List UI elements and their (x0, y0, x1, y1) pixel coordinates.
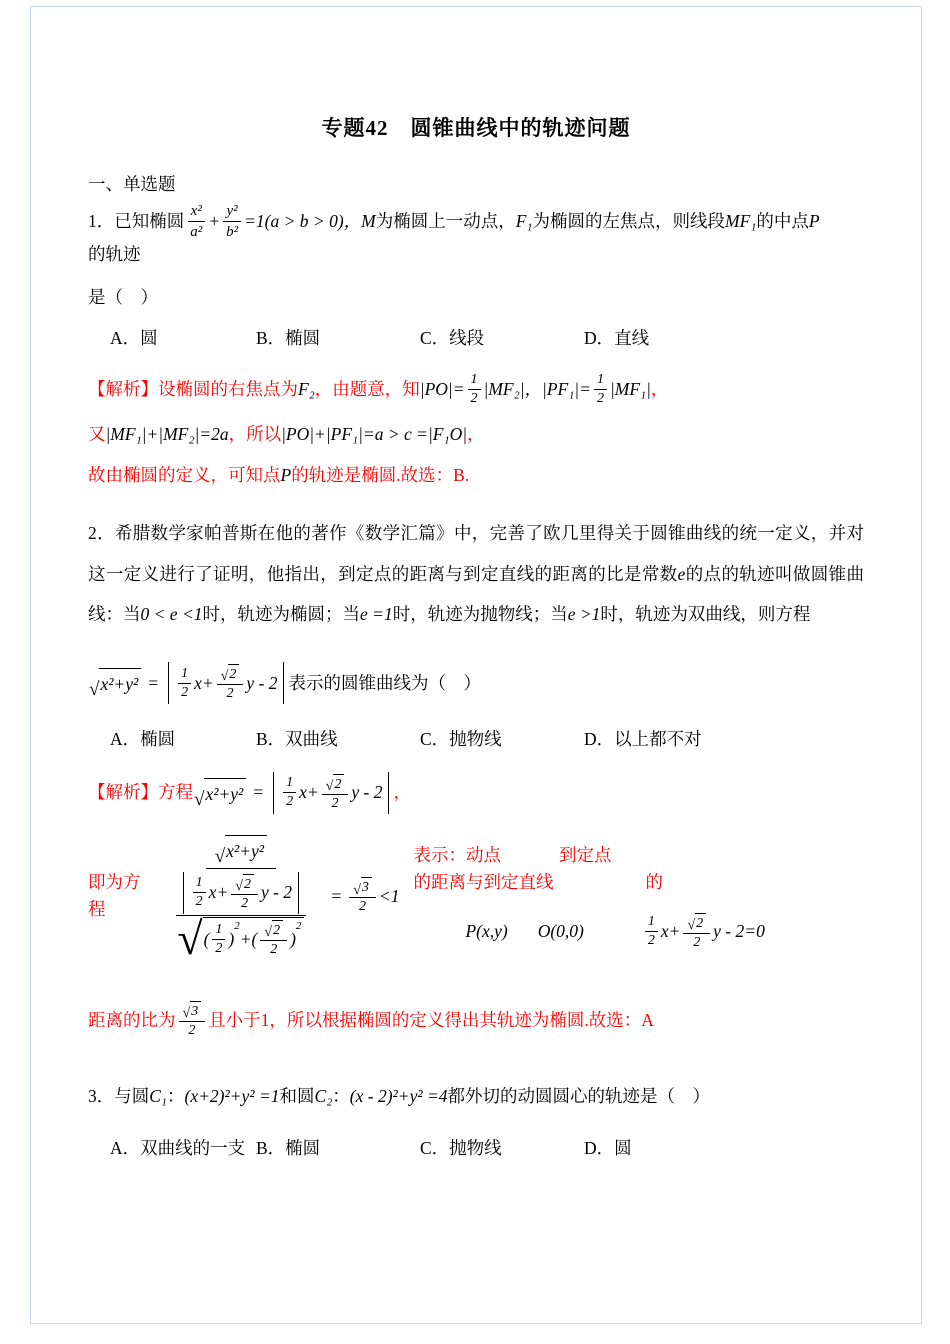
math-token: y - 2 (351, 782, 383, 803)
solution-text: 且小于1，所以根据椭圆的定义得出其轨迹为椭圆.故选：A (208, 1009, 654, 1030)
radical-sign: √ (687, 917, 696, 933)
radical-sign: √ (325, 778, 334, 794)
sqrt-x2-y2 (89, 668, 141, 701)
math-token: y - 2 (260, 882, 293, 903)
fraction-sqrt3-over-2 (179, 1001, 206, 1039)
option-a: A．椭圆 (110, 729, 176, 750)
q1-text: 是（ ） (88, 286, 158, 307)
math-token: |MF₁|+|MF₂|=2a (105, 424, 229, 445)
q2-text: 时，轨迹为椭圆；当 (202, 603, 361, 624)
fraction-x2-a2 (187, 202, 205, 241)
solution-text: ，由题意，知 (314, 379, 420, 400)
fraction-sqrt2-over-2 (322, 774, 349, 812)
fraction-denominator: 2 (270, 942, 278, 958)
fraction-numerator: 1 (468, 372, 481, 390)
math-token: =0 (744, 921, 765, 942)
line-equation (642, 913, 765, 951)
option-c: C．抛物线 (420, 1137, 502, 1158)
fraction-numerator: 1 (178, 666, 191, 684)
solution-text: ， (467, 424, 485, 445)
math-token: |MF₁| (609, 379, 651, 400)
q2-text: 时，轨迹为双曲线，则方程 (600, 603, 811, 624)
math-token: e (677, 563, 686, 584)
radical-sign: √ (182, 1006, 191, 1022)
fraction-numerator (179, 1001, 206, 1022)
math-token: P (280, 465, 292, 486)
description-math-line (413, 913, 864, 951)
sqrt-of-sum-of-squares (177, 913, 304, 965)
q2-solution-line-1 (88, 772, 864, 814)
question-1-stem-2 (88, 284, 864, 311)
plus-sign: + (239, 928, 252, 949)
radical-sign: √ (214, 845, 226, 867)
option-b: B．椭圆 (256, 327, 321, 348)
section-heading: 一、单选题 (88, 173, 176, 194)
fraction-one-half (645, 914, 658, 949)
fraction-one-half (212, 922, 225, 957)
solution-text: 又 (88, 424, 106, 445)
fraction-sqrt2-over-2 (260, 920, 287, 958)
radical-sign: √ (264, 925, 273, 941)
radicand: x²+y² (99, 668, 141, 698)
radical-sign: √ (89, 679, 100, 701)
math-token: y - 2 (246, 672, 278, 693)
fraction-numerator (349, 877, 376, 898)
big-nested-fraction (162, 832, 319, 965)
math-token: y - 2 (713, 921, 745, 942)
radical-sign: √ (194, 788, 205, 810)
math-token: C₂ (314, 1086, 333, 1107)
math-token: |PO|+|PF₁|=a > c =|F₁O| (281, 424, 468, 445)
equals-sign: = (330, 885, 343, 906)
radicand: 2 (272, 920, 283, 939)
q1-text: 为椭圆的左焦点，则线段 (532, 210, 726, 231)
sqrt-x2-y2 (194, 778, 246, 808)
paren: ) (290, 928, 296, 949)
math-token: x+ (660, 921, 681, 942)
fraction-denominator: 2 (596, 391, 604, 407)
fraction-numerator (231, 874, 258, 895)
fraction-numerator (176, 872, 306, 916)
q3-text: ： (332, 1086, 350, 1107)
solution-text: 距离的比为 (88, 1009, 176, 1030)
solution-text: 即为方程 (88, 872, 141, 920)
fraction-numerator: 1 (193, 875, 206, 893)
q2-text: 的点的轨迹叫做圆锥曲线：当 (88, 563, 864, 624)
fraction-numerator: 1 (594, 372, 607, 390)
fraction-numerator: y² (223, 202, 240, 222)
fraction-denominator (162, 869, 319, 965)
fraction-one-half (468, 372, 481, 407)
radicand (203, 917, 305, 958)
q1-text: 为椭圆上一动点， (375, 210, 516, 231)
exponent: 2 (295, 920, 302, 933)
radicand: x²+y² (204, 778, 246, 808)
fraction-denominator: 2 (470, 391, 478, 407)
paren: ( (203, 928, 210, 949)
q1-solution-line-3 (88, 462, 864, 489)
sqrt-x2-y2 (215, 835, 267, 865)
fraction-denominator: 2 (647, 933, 655, 949)
math-token: |MF₂|， (483, 379, 543, 400)
solution-text: 【解析】设椭圆的右焦点为 (88, 379, 298, 400)
sqrt-2 (235, 874, 254, 893)
math-token: |PO|= (419, 379, 465, 400)
fraction-denominator: 2 (226, 686, 234, 702)
question-1-options (110, 325, 864, 352)
math-token: x+ (208, 882, 229, 903)
absolute-value (273, 772, 389, 814)
fraction-numerator: 1 (283, 775, 296, 793)
fraction-sqrt2-over-2 (231, 874, 258, 912)
option-a: A．双曲线的一支 (110, 1137, 246, 1158)
fraction-denominator: 2 (188, 1023, 196, 1039)
solution-text: 故由椭圆的定义，可知点 (88, 465, 281, 486)
math-token: e >1 (567, 603, 601, 624)
solution-text: 的轨迹是椭圆.故选：B. (291, 465, 470, 486)
radical-sign: √ (353, 882, 361, 898)
q2-solution-big-fraction-row (88, 832, 864, 965)
radicand: 2 (333, 774, 344, 793)
radicand: 2 (243, 874, 254, 893)
fraction-numerator: 1 (645, 914, 658, 932)
solution-text: 表示：动点 (413, 845, 501, 866)
q2-display-equation (88, 662, 864, 704)
q1-text: 的轨迹 (88, 243, 141, 264)
sqrt-2 (264, 920, 283, 939)
q3-text: 都外切的动圆圆心的轨迹是（ ） (447, 1086, 711, 1107)
fraction-numerator (217, 664, 244, 685)
q3-text: ： (167, 1086, 185, 1107)
equals-sign: = (252, 782, 265, 803)
sqrt-2 (326, 774, 345, 793)
question-3-stem (88, 1083, 864, 1110)
inner-fraction (173, 872, 308, 965)
fraction-numerator: 1 (212, 922, 225, 940)
solution-text: ， (393, 782, 411, 803)
question-1-stem (88, 202, 864, 268)
fraction-numerator (683, 913, 710, 934)
fraction-sqrt2-over-2 (683, 913, 710, 951)
solution-text: 的距离与到定直线 (413, 872, 554, 893)
radicand: x²+y² (225, 835, 267, 865)
option-b: B．椭圆 (256, 1137, 321, 1158)
math-token: x+ (299, 782, 319, 803)
option-c: C．抛物线 (420, 729, 502, 750)
q1-text: 的中点 (756, 210, 809, 231)
question-3-options (110, 1135, 864, 1162)
math-token: C₁ (149, 1086, 168, 1107)
fraction-one-half (193, 875, 206, 910)
fraction-denominator: 2 (181, 684, 189, 700)
math-token: (x - 2)²+y² =4 (349, 1086, 448, 1107)
q1-solution-line-1 (88, 372, 864, 407)
fraction-y2-b2 (223, 202, 241, 241)
paren: ) (228, 928, 235, 949)
fraction-denominator: 2 (359, 899, 367, 915)
math-token: 0 < e <1 (140, 603, 203, 624)
option-d: D．直线 (584, 327, 650, 348)
q2-text: 2．希腊数学家帕普斯在他的著作《数学汇篇》中，完善了欧几里得关于圆锥曲线的统一定义，并对这一定义进行了证明，他指出，到定点的距离与到定直线的距离的比是常数 (88, 523, 864, 584)
math-token: <1 (378, 885, 400, 906)
fraction-sqrt2-over-2 (217, 664, 244, 702)
description-red-line (413, 842, 864, 896)
solution-text: 的 (645, 872, 663, 893)
sqrt-3 (353, 877, 372, 896)
radicand: 3 (361, 877, 372, 896)
solution-text: ， (650, 379, 669, 400)
math-token: P (808, 210, 820, 231)
math-token: F₁ (515, 210, 533, 231)
radical-sign: √ (177, 913, 203, 965)
option-d: D．圆 (584, 1137, 632, 1158)
q2-solution-last-line (88, 1001, 864, 1039)
fraction-numerator (322, 774, 349, 795)
fraction-denominator: 2 (331, 795, 339, 811)
fraction-one-half (594, 372, 607, 407)
q1-solution-line-2 (88, 421, 864, 448)
radicand: 3 (190, 1001, 201, 1020)
fraction-denominator: 2 (215, 940, 223, 956)
fraction-numerator: x² (188, 202, 205, 222)
math-token: e =1 (360, 603, 393, 624)
radicand: 2 (228, 664, 239, 683)
point-O: O(0,0) (537, 921, 584, 942)
sqrt-2 (687, 913, 706, 932)
fraction-numerator (260, 920, 287, 941)
option-b: B．双曲线 (256, 729, 338, 750)
paren: ( (251, 928, 258, 949)
radicand: 2 (695, 913, 706, 932)
math-token: x+ (194, 672, 214, 693)
math-token: + (208, 210, 221, 231)
equals-sign: = (147, 672, 160, 693)
radical-sign: √ (220, 669, 229, 685)
fraction-denominator: a² (190, 223, 203, 240)
solution-text: 【解析】方程 (88, 782, 193, 803)
q2-text: 时，轨迹为抛物线；当 (392, 603, 568, 624)
fraction-numerator (206, 832, 276, 869)
sqrt-2 (221, 664, 240, 683)
q2-solution-description (413, 842, 864, 950)
fraction-denominator (173, 913, 308, 965)
math-token: |PF₁|= (542, 379, 591, 400)
fraction-denominator: b² (226, 223, 239, 240)
fraction-denominator: 2 (241, 895, 249, 911)
fraction-one-half (178, 666, 191, 701)
option-d: D．以上都不对 (584, 729, 702, 750)
solution-text: ，所以 (228, 424, 282, 445)
exponent: 2 (234, 920, 240, 933)
question-2-stem (88, 513, 864, 634)
option-c: C．线段 (420, 327, 485, 348)
math-token: M (361, 210, 376, 231)
fraction-denominator: 2 (195, 894, 203, 910)
absolute-value (183, 872, 299, 914)
q2-text: 表示的圆锥曲线为（ ） (288, 672, 481, 693)
solution-text: 到定点 (558, 845, 612, 866)
page-title: 专题42 圆锥曲线中的轨迹问题 (321, 116, 631, 140)
fraction-sqrt3-over-2 (349, 877, 376, 915)
q3-text: 和圆 (279, 1086, 315, 1107)
question-2-options (110, 726, 864, 753)
option-a: A．圆 (110, 327, 158, 348)
fraction-one-half (283, 775, 296, 810)
q1-text: 1．已知椭圆 (88, 210, 185, 231)
fraction-denominator: 2 (693, 934, 701, 950)
fraction-denominator: 2 (286, 794, 294, 810)
point-P: P(x,y) (465, 921, 508, 942)
q3-text: 3．与圆 (88, 1086, 150, 1107)
sqrt-3 (183, 1001, 202, 1020)
absolute-value (168, 662, 284, 704)
math-token: MF₁ (725, 210, 757, 231)
radical-sign: √ (235, 879, 243, 895)
math-token: (x+2)²+y² =1 (184, 1086, 280, 1107)
math-token: F₂ (298, 379, 315, 400)
math-token: =1(a > b > 0)， (244, 210, 362, 231)
